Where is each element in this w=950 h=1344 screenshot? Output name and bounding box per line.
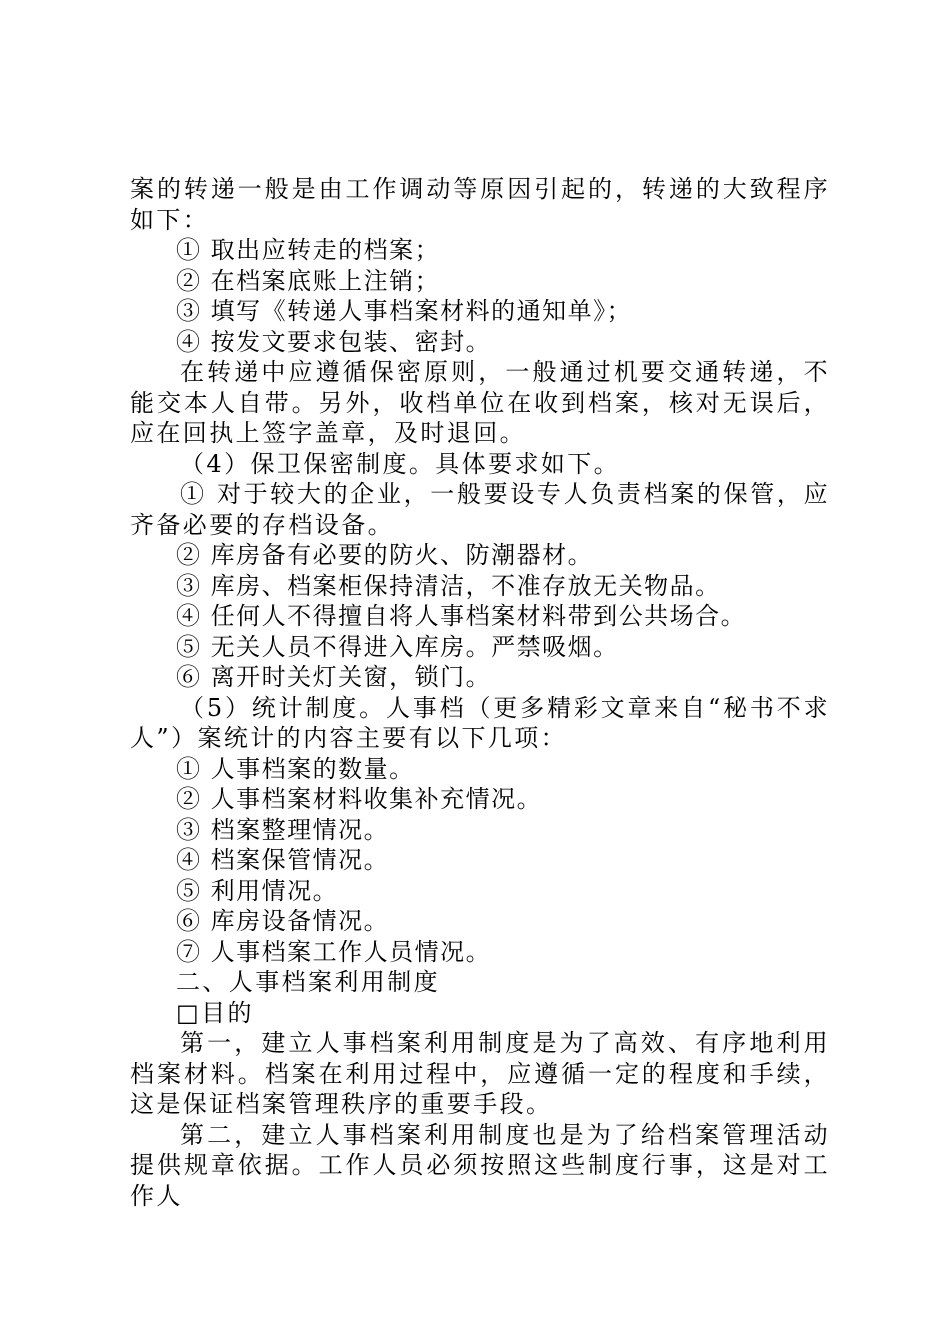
list-item-pack-seal: ④ 按发文要求包装、密封。 bbox=[176, 327, 492, 356]
list-item-dedicated-staff: ① 对于较大的企业，一般要设专人负责档案的保管，应齐备必要的存档设备。 bbox=[130, 480, 830, 539]
list-item-take-out-files: ① 取出应转走的档案； bbox=[176, 236, 441, 264]
list-item-equipment: ⑥ 库房设备情况。 bbox=[176, 907, 390, 935]
subheading-purpose: □目的 bbox=[176, 998, 254, 1027]
list-item-file-count: ① 人事档案的数量。 bbox=[176, 754, 415, 783]
list-item-usage: ⑤ 利用情况。 bbox=[176, 876, 339, 905]
paragraph-confidential-transfer: 在转递中应遵循保密原则，一般通过机要交通转递，不能交本人自带。另外，收档单位在收到档案，核对无误后，应在回执上签字盖章，及时退回。 bbox=[130, 358, 830, 447]
document-page bbox=[130, 174, 830, 1211]
list-item-cancel-ledger: ② 在档案底账上注销； bbox=[176, 266, 441, 295]
section-heading-usage-system: 二、人事档案利用制度 bbox=[176, 968, 440, 996]
paragraph-purpose-second: 第二，建立人事档案利用制度也是为了给档案管理活动提供规章依据。工作人员必须按照这些制度行事，这是对工作人 bbox=[130, 1120, 830, 1210]
list-item-arrangement: ③ 档案整理情况。 bbox=[176, 815, 390, 844]
list-item-personnel: ⑦ 人事档案工作人员情况。 bbox=[176, 937, 492, 966]
list-item-fill-notice: ③ 填写《转递人事档案材料的通知单》； bbox=[176, 297, 633, 325]
list-item-collection: ② 人事档案材料收集补充情况。 bbox=[176, 785, 543, 813]
paragraph-transfer-intro: 案的转递一般是由工作调动等原因引起的，转递的大致程序如下： bbox=[130, 175, 830, 234]
paragraph-purpose-first: 第一，建立人事档案利用制度是为了高效、有序地利用档案材料。档案在利用过程中，应遵循一定的程度和手续，这是保证档案管理秩序的重要手段。 bbox=[130, 1029, 830, 1118]
paragraph-security-system: （4）保卫保密制度。具体要求如下。 bbox=[180, 449, 621, 478]
list-item-fire-equipment: ② 库房备有必要的防火、防潮器材。 bbox=[176, 541, 594, 569]
list-item-storage: ④ 档案保管情况。 bbox=[176, 846, 390, 874]
list-item-no-entry: ⑤ 无关人员不得进入库房。严禁吸烟。 bbox=[176, 632, 619, 661]
list-item-lock-door: ⑥ 离开时关灯关窗，锁门。 bbox=[176, 663, 492, 691]
paragraph-statistics-system: （5）统计制度。人事档（更多精彩文章来自“秘书不求人”）案统计的内容主要有以下几项： bbox=[130, 693, 830, 752]
list-item-no-public: ④ 任何人不得擅自将人事档案材料带到公共场合。 bbox=[176, 602, 747, 630]
list-item-keep-clean: ③ 库房、档案柜保持清洁，不准存放无关物品。 bbox=[176, 571, 721, 600]
